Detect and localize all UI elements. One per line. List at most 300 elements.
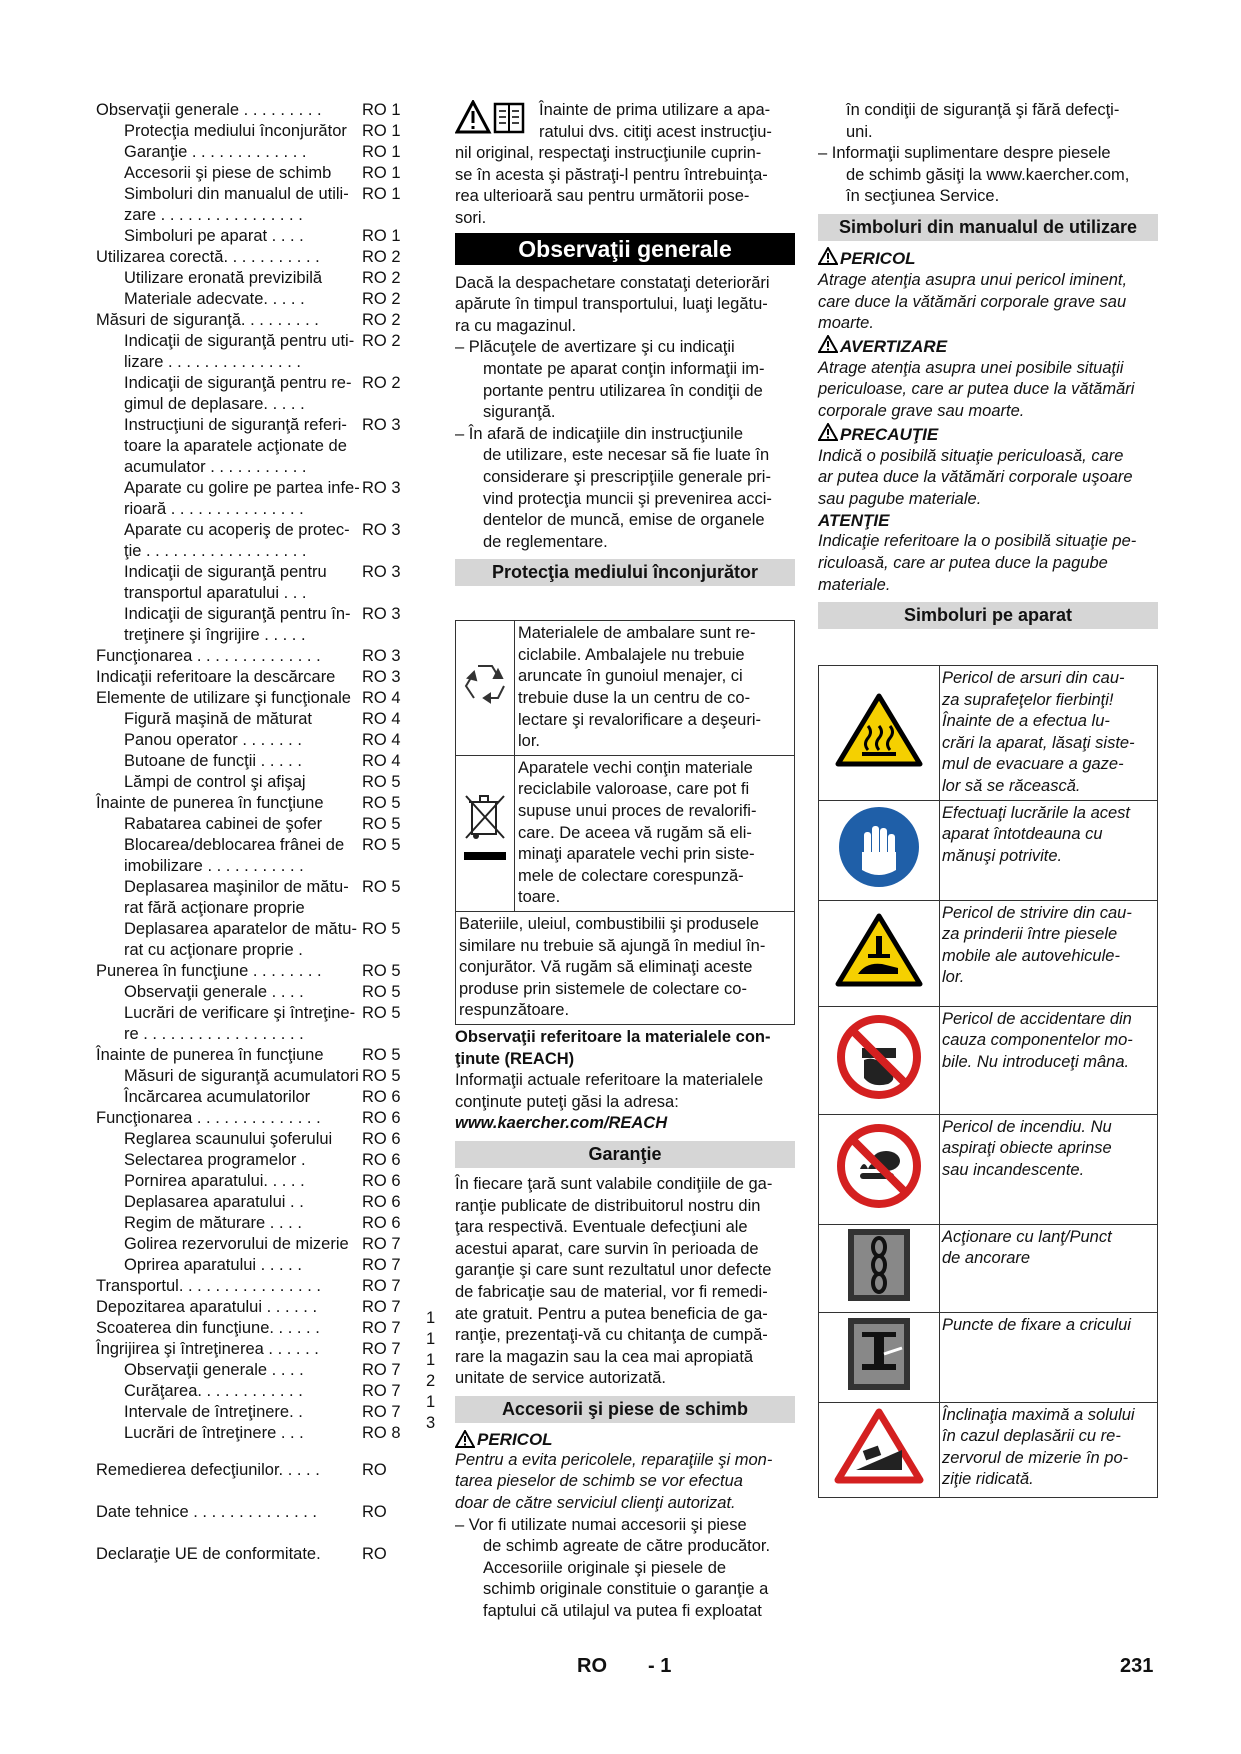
toc-page: RO 2 <box>362 290 401 308</box>
toc-entry <box>96 667 414 688</box>
toc-entry <box>96 289 414 310</box>
general-line: Dacă la despachetare constataţi deteriorări <box>455 273 770 292</box>
dash-line: – Vor fi utilizate numai accesorii şi piese <box>455 1515 747 1534</box>
accessories-danger-label: PERICOL <box>455 1429 795 1450</box>
dash-line: de reglementare. <box>483 532 608 551</box>
env-line: respunzătoare. <box>459 1001 570 1020</box>
toc-entry <box>96 1171 414 1192</box>
device-symbol-text <box>940 1312 1158 1402</box>
toc-page: RO 5 <box>362 836 401 854</box>
device-symbol-row <box>819 1224 1158 1312</box>
device-symbol-text <box>940 800 1158 900</box>
dash-line: – În afară de indicaţiile din instrucţiunile <box>455 424 744 443</box>
toc-title: Simboluri pe aparat . . . . <box>124 227 304 245</box>
toc-page: RO 5 <box>362 773 401 791</box>
toc-entry <box>96 247 414 268</box>
toc-entry <box>96 1003 414 1045</box>
toc-page-digit: 1 <box>426 1330 436 1348</box>
symbol-desc-line: materiale. <box>818 575 891 594</box>
toc-page: RO 3 <box>362 416 401 434</box>
device-symbol-text <box>940 1224 1158 1312</box>
toc-title: Înainte de punerea în funcţiune <box>96 794 324 812</box>
toc-entry <box>96 1423 414 1444</box>
general-dash-1 <box>455 337 795 423</box>
footer-page-number: 231 <box>1120 1655 1154 1677</box>
toc-page: RO 7 <box>362 1256 401 1274</box>
device-symbol-line: Înclinaţia maximă a solului <box>942 1405 1135 1424</box>
dash-line: montate pe aparat conţin informaţii im- <box>483 359 765 378</box>
toc-number-column <box>426 1308 435 1434</box>
toc-entry <box>96 1276 414 1297</box>
toc-entry <box>96 1339 414 1360</box>
symbol-label <box>818 335 1158 358</box>
danger-line: doar de către serviciul clienţi autorizat. <box>455 1494 736 1513</box>
toc-entry <box>96 415 414 478</box>
toc-entry <box>96 982 414 1003</box>
reach-section <box>455 1027 795 1135</box>
manual-symbols-list <box>818 247 1158 596</box>
toc-title: Butoane de funcţii . . . . . <box>124 752 302 770</box>
toc-entry <box>96 919 414 961</box>
warranty-text <box>455 1174 795 1390</box>
toc-title: Oprirea aparatului . . . . . <box>124 1256 302 1274</box>
device-symbol-line: za prinderii între piesele <box>942 925 1118 944</box>
danger-line: Pentru a evita pericolele, reparaţiile şi mon- <box>455 1450 773 1469</box>
symbol-desc-line: riculoasă, care ar putea duce la pagube <box>818 553 1108 572</box>
env-line: mele de colectare corespunză- <box>518 866 744 885</box>
toc-page: RO 6 <box>362 1172 401 1190</box>
device-symbol-row <box>819 1402 1158 1497</box>
env-line: Aparatele vechi conţin materiale <box>518 758 753 777</box>
toc-page-digit: 1 <box>426 1393 436 1411</box>
toc-title: Deplasarea maşinilor de mătu- rat fără acţionare proprie <box>124 878 349 917</box>
toc-title: Selectarea programelor . <box>124 1151 306 1169</box>
toc-title: Îngrijirea şi întreţinerea . . . . . . <box>96 1340 319 1358</box>
env-line: conjurător. Vă rugăm să eliminaţi aceste <box>459 958 753 977</box>
toc-title: Pornirea aparatului. . . . . <box>124 1172 305 1190</box>
dash-line: de utilizare, este necesar să fie luate în <box>483 446 770 465</box>
toc-title: Scoaterea din funcţiune. . . . . . <box>96 1319 320 1337</box>
symbol-desc-line: ar putea duce la vătămări corporale uşoare <box>818 468 1133 487</box>
toc-page: RO 2 <box>362 311 401 329</box>
symbol-label-text: AVERTIZARE <box>840 336 948 356</box>
wear-gloves-icon <box>819 800 940 900</box>
device-symbol-line: Puncte de fixare a cricului <box>942 1315 1131 1334</box>
device-symbol-line: za suprafeţelor fierbinţi! <box>942 690 1114 709</box>
env-row-batteries <box>456 912 795 1025</box>
toc-entry <box>96 1066 414 1087</box>
env-line: toare. <box>518 888 561 907</box>
device-symbol-row <box>819 1312 1158 1402</box>
toc-title: Simboluri din manualul de utili- zare . . . . . . . . . . . . . . . . <box>124 185 349 224</box>
toc-entry <box>96 331 414 373</box>
device-symbol-line: mul de evacuare a gaze- <box>942 755 1124 774</box>
env-line: care. De aceea vă rugăm să eli- <box>518 823 752 842</box>
toc-entry <box>96 1544 414 1586</box>
toc-page: RO 2 <box>362 332 401 350</box>
toc-title: Lucrări de întreţinere . . . <box>124 1424 304 1442</box>
toc-page: RO 6 <box>362 1193 401 1211</box>
heading-device-symbols: Simboluri pe aparat <box>818 602 1158 629</box>
toc-title: Lămpi de control şi afişaj <box>124 773 306 791</box>
device-symbol-row <box>819 1006 1158 1114</box>
toc-page: RO 6 <box>362 1214 401 1232</box>
jack-point-icon <box>819 1312 940 1402</box>
device-symbol-line: crări la aparat, lăsaţi siste- <box>942 733 1135 752</box>
toc-page-digit: 2 <box>426 1372 436 1390</box>
toc-page: RO 1 <box>362 164 401 182</box>
toc-page-digit: 1 <box>426 1351 436 1369</box>
toc-entry <box>96 520 414 562</box>
toc-title: Deplasarea aparatului . . <box>124 1193 304 1211</box>
toc-entry <box>96 1234 414 1255</box>
dash-line: portante pentru utilizarea în condiţii de <box>483 381 763 400</box>
device-symbol-text <box>940 900 1158 1006</box>
toc-title: Protecţia mediului înconjurător <box>124 122 347 140</box>
toc-entry <box>96 226 414 247</box>
dash-line: vind protecţia muncii şi prevenirea acci- <box>483 489 772 508</box>
toc-title: Măsuri de siguranţă. . . . . . . . . <box>96 311 319 329</box>
env-text-packaging <box>515 621 795 756</box>
device-symbols-table <box>818 665 1158 1498</box>
dash-line: Accesoriile originale şi piesele de <box>483 1558 727 1577</box>
table-of-contents <box>96 100 436 1586</box>
intro-block <box>455 100 795 230</box>
device-symbol-row <box>819 666 1158 801</box>
toc-entry <box>96 310 414 331</box>
env-line: lor. <box>518 732 541 751</box>
toc-page: RO 4 <box>362 689 401 707</box>
symbol-label-text: PRECAUŢIE <box>840 424 939 444</box>
warranty-line: ate gratuit. Pentru a putea beneficia de ga- <box>455 1304 768 1323</box>
reach-title-line: ţinute (REACH) <box>455 1049 575 1068</box>
toc-page: RO <box>362 1461 387 1479</box>
toc-page: RO 7 <box>362 1235 401 1253</box>
device-symbol-row <box>819 1114 1158 1224</box>
env-line: Bateriile, uleiul, combustibilii şi produsele <box>459 915 759 933</box>
toc-page: RO 7 <box>362 1382 401 1400</box>
toc-page: RO 2 <box>362 269 401 287</box>
device-symbol-line: Pericol de accidentare din <box>942 1009 1132 1028</box>
toc-entry <box>96 1150 414 1171</box>
heading-environment: Protecţia mediului înconjurător <box>455 559 795 586</box>
toc-page: RO <box>362 1545 387 1563</box>
toc-page: RO 1 <box>362 185 401 203</box>
symbol-label-text: PERICOL <box>840 248 916 268</box>
symbol-desc-line: corporale grave sau moarte. <box>818 401 1025 420</box>
toc-page: RO 3 <box>362 563 401 581</box>
no-hand-moving-parts-icon <box>819 1006 940 1114</box>
heading-accessories: Accesorii şi piese de schimb <box>455 1396 795 1423</box>
warranty-line: ţara respectivă. Eventuale defecţiuni ale <box>455 1218 748 1237</box>
symbol-desc-line: Atrage atenţia asupra unei posibile situaţii <box>818 358 1124 377</box>
toc-entry <box>96 1045 414 1066</box>
hot-surface-warning-icon <box>819 666 940 801</box>
toc-title: Accesorii şi piese de schimb <box>124 164 332 182</box>
toc-title: Materiale adecvate. . . . . <box>124 290 305 308</box>
warranty-line: acestui aparat, care survin în perioada de <box>455 1239 759 1258</box>
device-symbol-line: aspiraţi obiecte aprinse <box>942 1139 1112 1158</box>
column-right <box>818 100 1158 1498</box>
heading-general: Observaţii generale <box>455 233 795 265</box>
general-line: apărute în timpul transportului, luaţi legătu- <box>455 295 768 314</box>
environment-table <box>455 620 795 1025</box>
toc-page: RO 7 <box>362 1403 401 1421</box>
env-line: Materialele de ambalare sunt re- <box>518 624 756 643</box>
toc-page: RO 8 <box>362 1424 401 1442</box>
toc-page: RO 5 <box>362 1067 401 1085</box>
device-symbol-row <box>819 900 1158 1006</box>
dash-line: considerare şi prescripţiile generale pri- <box>483 467 771 486</box>
toc-title: Observaţii generale . . . . <box>124 1361 304 1379</box>
env-line: trebuie duse la un centru de co- <box>518 689 751 708</box>
toc-title: Golirea rezervorului de mizerie <box>124 1235 349 1253</box>
toc-page: RO 1 <box>362 143 401 161</box>
dash-line: – Plăcuţele de avertizare şi cu indicaţii <box>455 338 735 357</box>
toc-page: RO 5 <box>362 983 401 1001</box>
toc-page: RO 6 <box>362 1130 401 1148</box>
toc-title: Aparate cu golire pe partea infe- rioară . . . . . . . . . . . . . . . <box>124 479 360 518</box>
toc-entry <box>96 646 414 667</box>
device-symbol-line: Înainte de a efectua lu- <box>942 712 1110 731</box>
env-line: similare nu trebuie să ajungă în mediul în- <box>459 936 766 955</box>
toc-entry <box>96 730 414 751</box>
device-symbol-line: bile. Nu introduceţi mâna. <box>942 1052 1130 1071</box>
toc-page: RO 7 <box>362 1319 401 1337</box>
toc-page-digit: 1 <box>426 1309 436 1327</box>
device-symbol-line: lor să se răcească. <box>942 777 1081 796</box>
toc-title: Reglarea scaunului şoferului <box>124 1130 333 1148</box>
toc-title: Funcţionarea . . . . . . . . . . . . . . <box>96 647 321 665</box>
toc-title: Înainte de punerea în funcţiune <box>96 1046 324 1064</box>
intro-line: sori. <box>455 208 487 227</box>
toc-page: RO 4 <box>362 710 401 728</box>
toc-entry <box>96 562 414 604</box>
dash-line: de schimb găsiţi la www.kaercher.com, <box>846 165 1130 184</box>
max-slope-icon <box>819 1402 940 1497</box>
toc-title: Declaraţie UE de conformitate. <box>96 1545 321 1563</box>
device-symbol-line: ziţie ridicată. <box>942 1470 1034 1489</box>
toc-entry <box>96 163 414 184</box>
device-symbol-text <box>940 1006 1158 1114</box>
toc-entry <box>96 1192 414 1213</box>
warranty-line: ranţie, prezentaţi-vă cu chitanţa de cumpă- <box>455 1326 768 1345</box>
toc-title: Intervale de întreţinere. . <box>124 1403 303 1421</box>
toc-title: Funcţionarea . . . . . . . . . . . . . . <box>96 1109 321 1127</box>
toc-page: RO 5 <box>362 794 401 812</box>
env-line: ciclabile. Ambalajele nu trebuie <box>518 645 745 664</box>
toc-page: RO 3 <box>362 479 401 497</box>
env-line: produse prin sistemele de colectare co- <box>459 979 747 998</box>
device-symbol-text <box>940 666 1158 801</box>
intro-line: rea ulterioară sau pentru următorii pose- <box>455 187 750 206</box>
dash-line: schimb originale constituie o garanţie a <box>483 1580 769 1599</box>
toc-page: RO 1 <box>362 122 401 140</box>
device-symbol-line: Efectuaţi lucrările la acest <box>942 803 1131 822</box>
toc-entry <box>96 268 414 289</box>
toc-title: Figură maşină de măturat <box>124 710 313 728</box>
toc-page: RO 5 <box>362 878 401 896</box>
toc-title: Transportul. . . . . . . . . . . . . . . . <box>96 1277 321 1295</box>
toc-entry <box>96 1213 414 1234</box>
toc-page: RO 5 <box>362 815 401 833</box>
toc-title: Utilizare eronată previzibilă <box>124 269 323 287</box>
toc-title: Indicaţii de siguranţă pentru re- gimul de deplasare. . . . . <box>124 374 352 413</box>
symbol-desc-line: moarte. <box>818 314 874 333</box>
dash-line: faptului că utilajul va putea fi exploatat <box>483 1602 762 1621</box>
toc-page: RO 4 <box>362 731 401 749</box>
reach-title-line: Observaţii referitoare la materialele con- <box>455 1027 771 1046</box>
toc-page: RO 2 <box>362 248 401 266</box>
device-symbol-line: cauza componentelor mo- <box>942 1031 1133 1050</box>
device-symbol-line: aparat întotdeauna cu <box>942 825 1103 844</box>
toc-entry <box>96 1360 414 1381</box>
symbol-label <box>818 510 1158 531</box>
reach-line: Informaţii actuale referitoare la materialele <box>455 1071 764 1090</box>
toc-page-digit: 3 <box>426 1414 436 1432</box>
toc-entry <box>96 1318 414 1339</box>
warning-triangle-icon <box>818 423 838 446</box>
toc-entry <box>96 835 414 877</box>
toc-page: RO 3 <box>362 521 401 539</box>
toc-title: Rabatarea cabinei de şofer <box>124 815 323 833</box>
warranty-line: rare la magazin sau la cea mai apropiată <box>455 1347 754 1366</box>
toc-title: Panou operator . . . . . . . <box>124 731 302 749</box>
device-symbol-row <box>819 800 1158 900</box>
warranty-line: În fiecare ţară sunt valabile condiţiile de ga- <box>455 1174 773 1193</box>
warning-triangle-icon <box>818 335 838 358</box>
toc-page: RO 6 <box>362 1109 401 1127</box>
toc-title: Indicaţii referitoare la descărcare <box>96 668 336 686</box>
device-symbol-text <box>940 1114 1158 1224</box>
env-line: lectare şi revalorificare a deşeuri- <box>518 710 762 729</box>
toc-entry <box>96 1381 414 1402</box>
env-row-packaging <box>456 621 795 756</box>
device-symbol-line: mobile ale autovehicule- <box>942 946 1120 965</box>
toc-title: Regim de măturare . . . . <box>124 1214 302 1232</box>
toc-entry <box>96 1255 414 1276</box>
device-symbol-line: mănuşi potrivite. <box>942 846 1063 865</box>
symbol-desc-line: Indică o posibilă situaţie periculoasă, care <box>818 446 1124 465</box>
toc-page: RO 1 <box>362 101 401 119</box>
column-middle <box>455 100 795 1623</box>
symbol-desc-line: care duce la vătămări corporale grave sau <box>818 292 1127 311</box>
toc-entry <box>96 814 414 835</box>
env-row-weee <box>456 755 795 911</box>
dash-line: în condiţii de siguranţă şi fără defecţi- <box>846 101 1120 119</box>
dash-line: – Informaţii suplimentare despre piesele <box>818 144 1111 163</box>
toc-page: RO 7 <box>362 1361 401 1379</box>
symbol-desc-line: Indicaţie referitoare la o posibilă situaţie pe- <box>818 532 1137 551</box>
dash-line: siguranţă. <box>483 403 556 422</box>
symbol-desc-line: periculoase, care ar putea duce la vătămări <box>818 380 1135 399</box>
intro-line: ratului dvs. citiţi acest instrucţiu- <box>539 122 772 141</box>
general-section <box>455 273 795 554</box>
dash-line: dentelor de muncă, emise de organele <box>483 511 765 530</box>
reach-line: conţinute puteţi găsi la adresa: <box>455 1092 679 1111</box>
recycle-icon <box>456 621 515 756</box>
toc-entry <box>96 1402 414 1423</box>
toc-page: RO 7 <box>362 1340 401 1358</box>
intro-line: nil original, respectaţi instrucţiunile cuprin- <box>455 144 762 163</box>
toc-entry <box>96 793 414 814</box>
heading-warranty: Garanţie <box>455 1141 795 1168</box>
env-line: aruncate în gunoiul menajer, ci <box>518 667 743 686</box>
warranty-line: garanţie şi care sunt rezultatul unor defecte <box>455 1261 772 1280</box>
toc-page: RO 5 <box>362 1004 401 1022</box>
toc-page: RO 3 <box>362 647 401 665</box>
env-line: reciclabile valoroase, care pot fi <box>518 780 750 799</box>
toc-entry <box>96 604 414 646</box>
dash-line: de schimb agreate de către producător. <box>483 1537 771 1556</box>
footer-language: RO <box>577 1655 607 1677</box>
footer-page: - 1 <box>648 1655 672 1677</box>
symbol-label-text: ATENŢIE <box>818 511 890 531</box>
intro-line: se în acesta şi păstraţi-l pentru întrebuinţa- <box>455 165 768 184</box>
toc-title: Încărcarea acumulatorilor <box>124 1088 311 1106</box>
intro-line: Înainte de prima utilizare a apa- <box>539 101 771 119</box>
toc-title: Observaţii generale . . . . . . . . . <box>96 101 322 119</box>
toc-page: RO 6 <box>362 1088 401 1106</box>
warning-triangle-icon <box>818 247 838 270</box>
dash-line: uni. <box>846 122 873 141</box>
toc-entry <box>96 1087 414 1108</box>
chain-anchor-icon <box>819 1224 940 1312</box>
warning-triangle-icon <box>455 1430 475 1448</box>
toc-title: Date tehnice . . . . . . . . . . . . . . <box>96 1503 318 1521</box>
device-symbol-line: zervorul de mizerie în po- <box>942 1448 1129 1467</box>
device-symbol-line: Pericol de strivire din cau- <box>942 903 1132 922</box>
warranty-line: unitate de service autorizată. <box>455 1369 666 1388</box>
toc-page: RO 5 <box>362 1046 401 1064</box>
toc-page: RO <box>362 1503 387 1521</box>
toc-title: Lucrări de verificare şi întreţine- re . . . . . . . . . . . . . . . . . . <box>124 1004 356 1043</box>
device-symbol-line: lor. <box>942 968 965 987</box>
accessories-info-dash <box>818 143 1158 208</box>
device-symbol-line: Pericol de incendiu. Nu <box>942 1117 1112 1136</box>
dash-line: în secţiunea Service. <box>846 187 1000 206</box>
toc-title: Elemente de utilizare şi funcţionale <box>96 689 351 707</box>
toc-title: Depozitarea aparatului . . . . . . <box>96 1298 318 1316</box>
crush-hazard-icon <box>819 900 940 1006</box>
warning-manual-icon <box>455 100 527 136</box>
env-line: minaţi aparatele vechi prin siste- <box>518 845 755 864</box>
env-line: supuse unui proces de revalorifi- <box>518 802 757 821</box>
toc-page: RO 2 <box>362 374 401 392</box>
toc-page: RO 1 <box>362 227 401 245</box>
danger-line: tarea pieselor de schimb se vor efectua <box>455 1472 743 1491</box>
toc-title: Indicaţii de siguranţă pentru transportul aparatului . . . <box>124 563 327 602</box>
toc-page: RO 5 <box>362 962 401 980</box>
accessories-continued <box>818 100 1158 143</box>
toc-page: RO 6 <box>362 1151 401 1169</box>
toc-title: Indicaţii de siguranţă pentru uti- lizare . . . . . . . . . . . . . . . <box>124 332 355 371</box>
toc-page: RO 7 <box>362 1277 401 1295</box>
toc-title: Blocarea/deblocarea frânei de imobilizare . . . . . . . . . . . <box>124 836 345 875</box>
toc-title: Aparate cu acoperiş de protec- ţie . . . . . . . . . . . . . . . . . . <box>124 521 350 560</box>
toc-entry <box>96 184 414 226</box>
toc-page: RO 5 <box>362 920 401 938</box>
toc-entry <box>96 100 414 121</box>
device-symbol-line: Pericol de arsuri din cau- <box>942 669 1125 688</box>
general-line: ra cu magazinul. <box>455 316 577 335</box>
symbol-desc-line: Atrage atenţia asupra unui pericol iminent, <box>818 270 1128 289</box>
reach-url: www.kaercher.com/REACH <box>455 1114 668 1133</box>
toc-entry <box>96 478 414 520</box>
toc-entry <box>96 1460 414 1502</box>
symbol-desc-line: sau pagube materiale. <box>818 489 982 508</box>
env-text-weee <box>515 755 795 911</box>
